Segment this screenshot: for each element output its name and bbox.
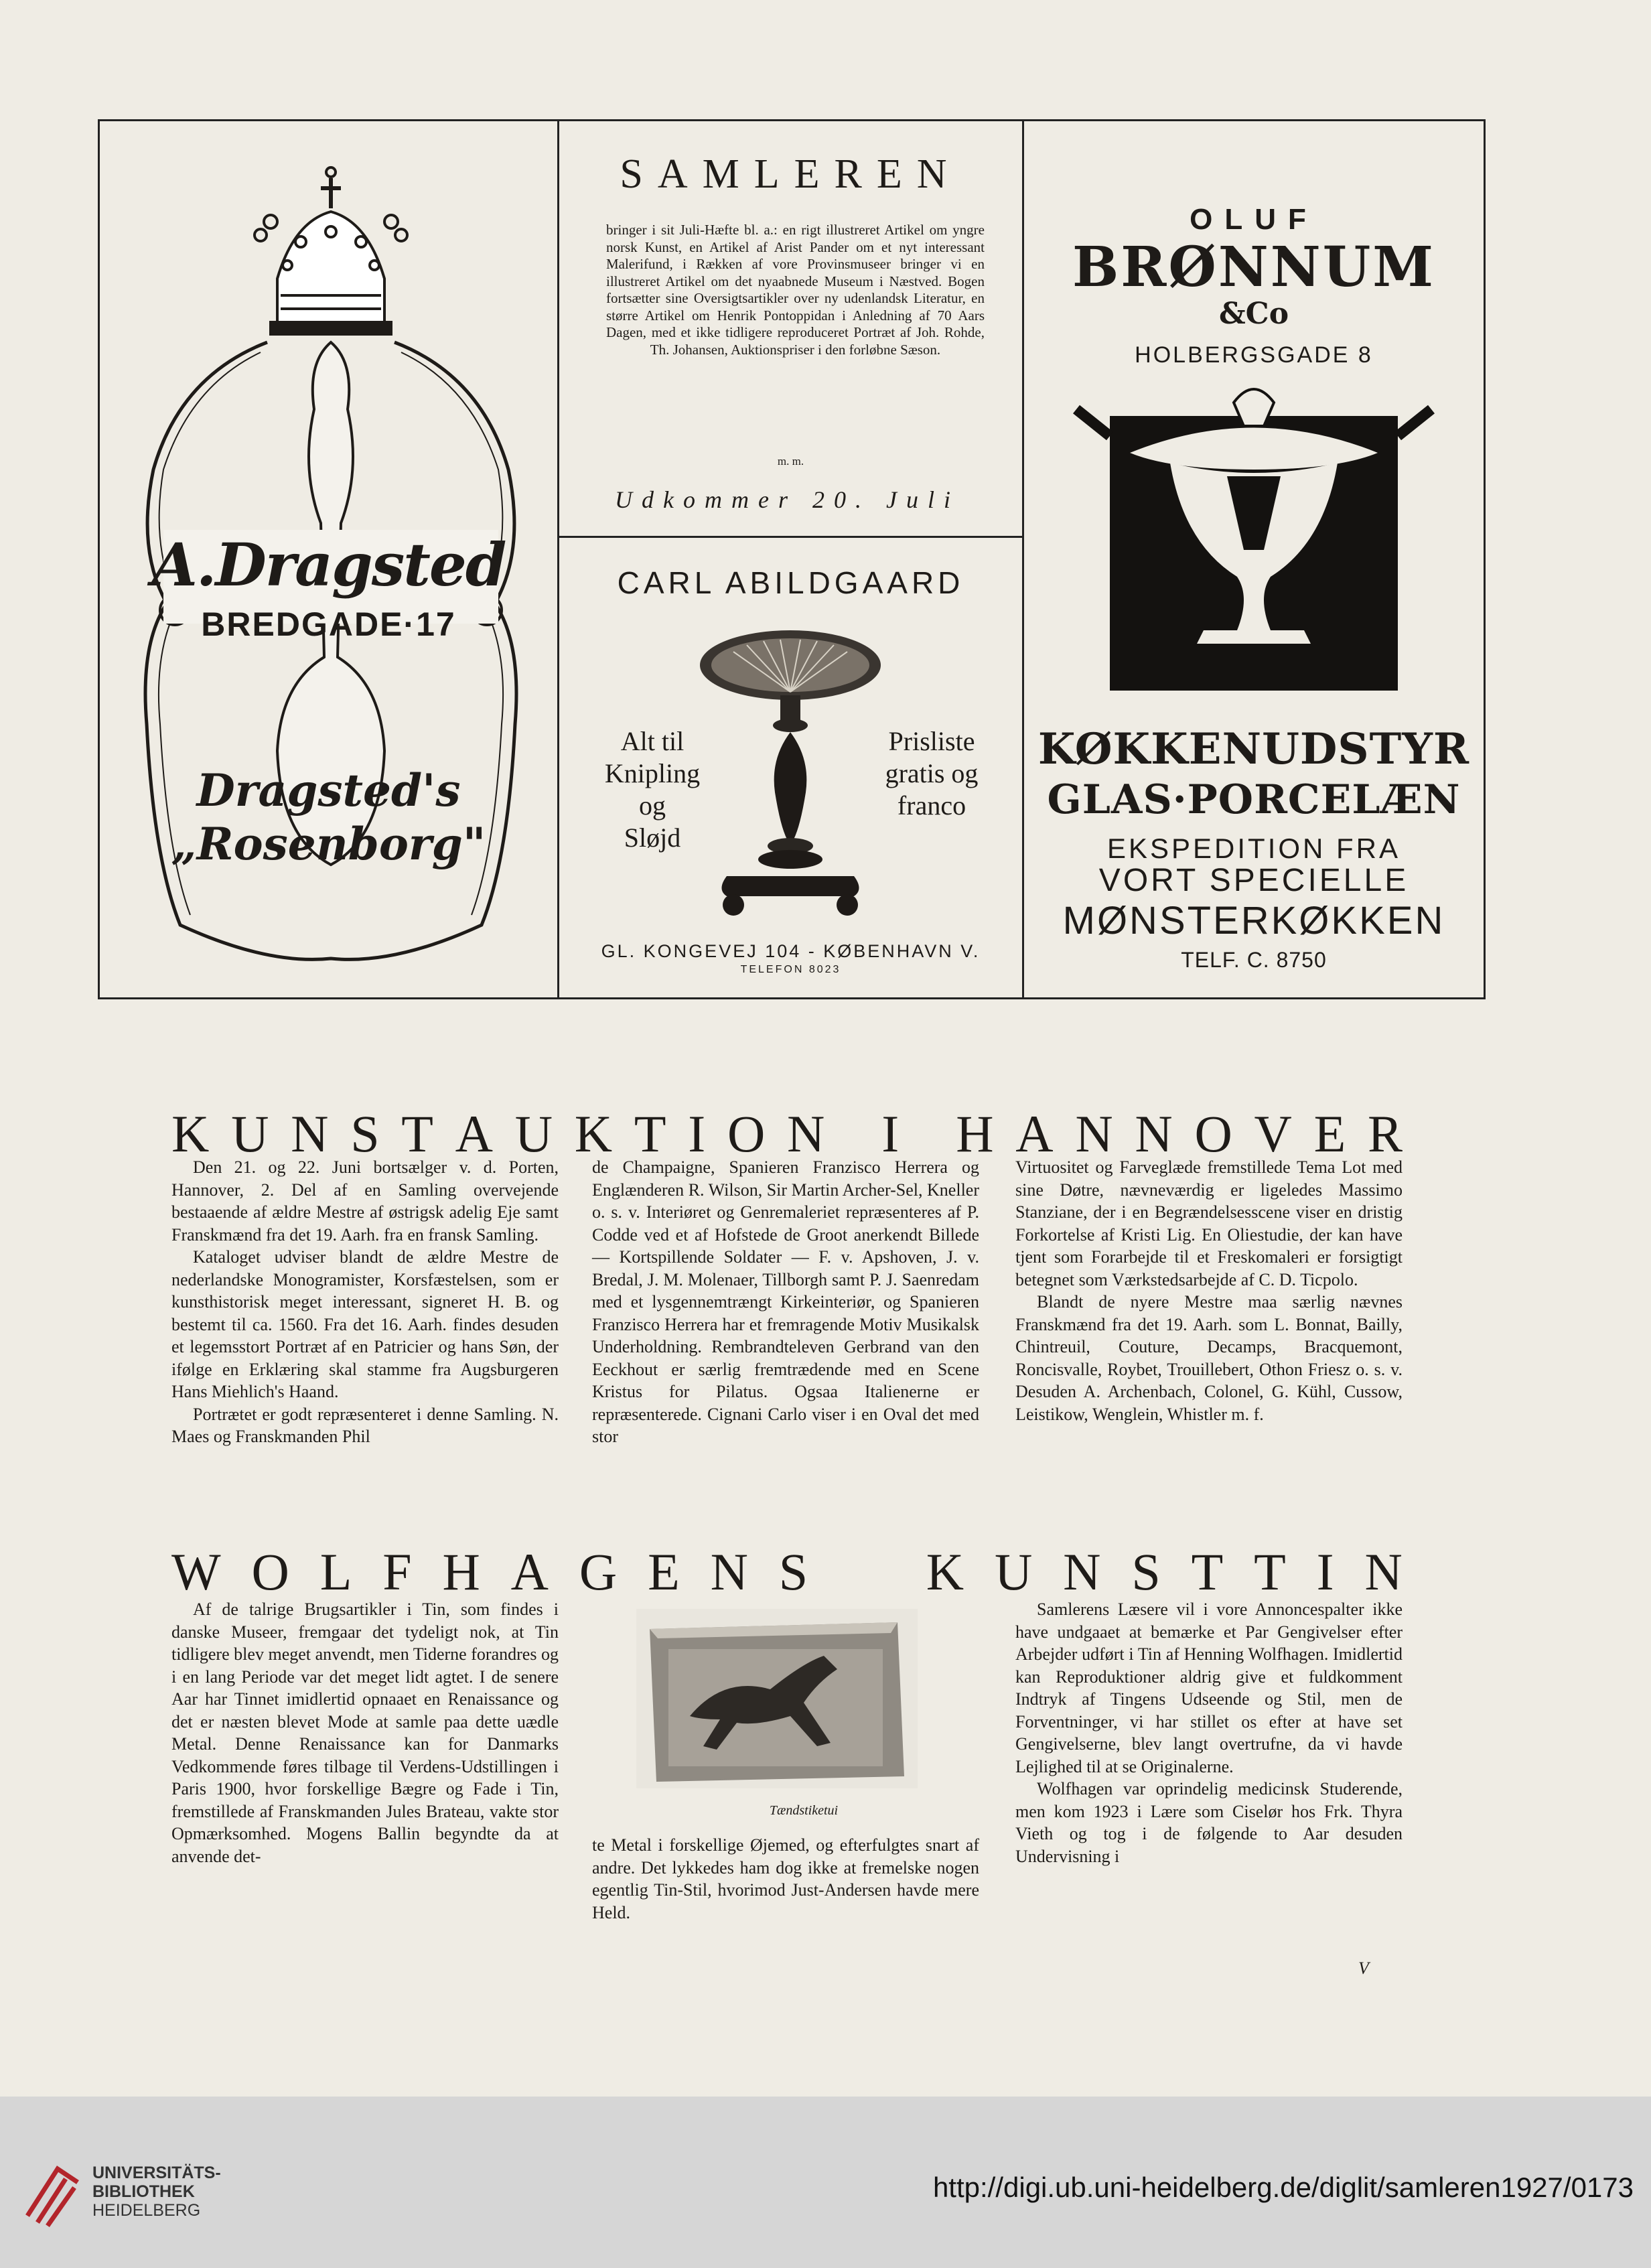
samleren-title: SAMLEREN	[620, 151, 962, 197]
title-letter: A	[455, 1105, 494, 1163]
article1-title	[171, 1105, 1403, 1163]
title-letter: O	[727, 1105, 766, 1163]
title-letter: N	[291, 1105, 329, 1163]
abildgaard-address: GL. KONGEVEJ 104 - KØBENHAVN V.	[601, 941, 981, 961]
dragsted-name: A.Dragsted	[151, 530, 506, 599]
paragraph: te Metal i forskellige Øjemed, og efterfulgtes snart af andre. Det lykkedes ham dog ikke at fremelske nogen egentlig Tin-Stil, hvorimod Just-Andersen havde mere Held.	[592, 1835, 979, 1922]
title-letter: S	[778, 1543, 808, 1601]
bronnum-line1: OLUF	[1190, 203, 1318, 236]
library-name-line: UNIVERSITÄTS-	[92, 2164, 221, 2182]
advertisement-grid	[98, 119, 1486, 999]
title-letter: I	[688, 1105, 706, 1163]
left-text-line: Knipling og	[604, 758, 701, 821]
title-letter	[921, 1108, 934, 1160]
photo-caption: Tændstiketui	[769, 1803, 839, 1818]
title-letter: T	[634, 1105, 666, 1163]
tureen-icon	[1070, 376, 1438, 704]
ad-samleren	[559, 121, 1024, 538]
title-letter: F	[382, 1543, 412, 1601]
paragraph: Samlerens Læsere vil i vore Annoncespalter ikke have undgaaet at bemærke et Par Gengivelser efter Arbejder udført i Tin af Henning Wolfhagen. Imidlertid kan Reproduktioner aldrig give et fuldkomment Indtryk af Tingens Udseende og Stil, men de Forventninger, vi har stillet os efter at have set Gengivelserne, blev langt overtrufne, da vi havde Lejlighed til at se Originalerne.	[1015, 1600, 1403, 1776]
source-url-link[interactable]: http://digi.ub.uni-heidelberg.de/diglit/samleren1927/0173	[932, 2172, 1634, 2203]
title-letter: T	[1254, 1543, 1286, 1601]
title-letter: U	[994, 1543, 1033, 1601]
crown-icon	[255, 167, 407, 334]
ad-bronnum	[1024, 121, 1484, 997]
title-letter: A	[510, 1543, 549, 1601]
digitization-footer	[0, 2097, 1651, 2268]
samleren-release-date: Udkommer 20. Juli	[615, 486, 960, 513]
samleren-mm: m. m.	[777, 455, 804, 468]
university-library-logo-icon	[17, 2155, 84, 2229]
left-text-line: Sløjd	[624, 823, 681, 853]
bronnum-expedition3: MØNSTERKØKKEN	[1062, 899, 1445, 942]
title-letter: N	[1075, 1105, 1113, 1163]
title-letter: O	[251, 1543, 289, 1601]
title-letter: S	[1131, 1543, 1161, 1601]
title-letter: N	[1063, 1543, 1101, 1601]
paragraph: Kataloget udviser blandt de ældre Mestre de nederlandske Monogramister, Korsfæstelsen, som er kunsthistorisk meget interessant, signeret H. B. og bestemt til ca. 1560. Fra det 16. Aarh. findes desuden et legemsstort Portræt af en Patricier og hans Søn, der ifølge en Erklæring skal stamme fra Augsburgeren Hans Miehlich's Haand.	[171, 1247, 559, 1401]
title-letter: I	[1316, 1543, 1334, 1601]
title-letter: L	[319, 1543, 352, 1601]
title-letter: E	[648, 1543, 680, 1601]
dragsted-address: BREDGADE·17	[201, 606, 456, 643]
bronnum-line3: &Co	[1218, 297, 1289, 331]
match-case-photo	[636, 1609, 918, 1788]
abildgaard-right-text	[868, 725, 995, 822]
title-letter: O	[1194, 1105, 1232, 1163]
library-name-line: HEIDELBERG	[92, 2201, 201, 2220]
title-letter: I	[881, 1105, 900, 1163]
title-letter: K	[171, 1105, 210, 1163]
bronnum-expedition2: VORT SPECIELLE	[1098, 863, 1409, 898]
article1-column-2	[592, 1156, 979, 1448]
title-letter: G	[579, 1543, 618, 1601]
title-letter: N	[1135, 1105, 1173, 1163]
bronnum-phone: TELF. C. 8750	[1181, 948, 1327, 972]
title-letter	[839, 1546, 852, 1598]
title-letter: K	[926, 1543, 964, 1601]
right-text-line: Prisliste	[888, 726, 975, 756]
ad-abildgaard	[559, 538, 1024, 997]
title-letter: R	[1367, 1105, 1403, 1163]
article2-title	[171, 1543, 1403, 1601]
bronnum-address: HOLBERGSGADE 8	[1135, 342, 1373, 368]
title-letter: U	[231, 1105, 269, 1163]
page-number: V	[1358, 1959, 1369, 1978]
title-letter: E	[1313, 1105, 1346, 1163]
bronnum-goods2: GLAS·PORCELÆN	[1047, 776, 1461, 823]
title-letter: S	[350, 1105, 380, 1163]
paragraph: Af de talrige Brugsartikler i Tin, som findes i danske Museer, fremgaar det tydeligt nok, at Tin tidligere blev meget anvendt, men Tiderne forandres og i en lang Periode var det meget lidt agtet. I de senere Aar har Tinnet imidlertid opnaaet en Renaissance og det er næsten blevet Mode at samle paa dette uædle Metal. Denne Renaissance kan for Danmarks Vedkommende føres tilbage til Verdens-Udstillingen i Paris 1900, hvor forskellige Bægre og Fade i Tin, fremstillede af Franskmanden Jules Brateau, vakte stor Opmærksomhed. Mogens Ballin begyndte da at anvende det-	[171, 1600, 559, 1866]
right-text-line: gratis og	[885, 758, 979, 788]
title-letter: T	[1191, 1543, 1224, 1601]
paragraph: Blandt de nyere Mestre maa særlig nævnes Franskmænd fra det 19. Aarh. som L. Bonnat, Bailly, Chintreuil, Couture, Decamps, Bracquemont, Roncisvalle, Roybet, Trouillebert, Othon Friesz o. s. v. Desuden A. Archenbach, Colonel, G. Kühl, Cussow, Leistikow, Wenglein, Whistler m. f.	[1015, 1292, 1403, 1424]
article2-column-3	[1015, 1598, 1403, 1867]
samleren-body: bringer i sit Juli-Hæfte bl. a.: en rigt illustreret Artikel om yngre norsk Kunst, en Artikel af Arist Pander om et nyt interessant Malerifund, i Rækken af vore Provinsmuseer bringer vi en illustreret Artikel om det nyaabnede Museum i Næstved. Bogen fortsætter sine Oversigtsartikler over ny udenlandsk Literatur, en større Artikel om Henrik Pontoppidan i Anledning af 70 Aars Dagen, med et ikke tidligere reproduceret Portræt af Joh. Rohde, Th. Johansen, Auktionspriser i den forløbne Sæson.	[606, 222, 985, 358]
title-letter: K	[574, 1105, 613, 1163]
left-text-line: Alt til	[620, 726, 685, 756]
dragsted-product-line2: „Rosenborg"	[171, 818, 486, 870]
bronnum-goods1: KØKKENUDSTYR	[1037, 724, 1470, 774]
bronnum-line2: BRØNNUM	[1072, 235, 1436, 299]
right-text-line: franco	[897, 790, 966, 821]
abildgaard-title: CARL ABILDGAARD	[617, 565, 964, 600]
lamp-icon	[693, 625, 887, 920]
title-letter: A	[1015, 1105, 1054, 1163]
title-letter: H	[442, 1543, 480, 1601]
paragraph: Portrætet er godt repræsenteret i denne Samling. N. Maes og Franskmanden Phil	[171, 1404, 559, 1446]
ad-dragsted	[100, 121, 559, 997]
paragraph: Den 21. og 22. Juni bortsælger v. d. Porten, Hannover, 2. Del af en Samling overvejende bestaaende af ældre Mestre af østrigsk adelig Eje samt Franskmænd fra det 19. Aarh. fra en fransk Samling.	[171, 1157, 559, 1245]
paragraph: Wolfhagen var oprindelig medicinsk Studerende, men kom 1923 i Lære som Ciselør hos Frk. Thyra Vieth og tog i de følgende to Aar desuden Undervisning i	[1015, 1779, 1403, 1866]
abildgaard-left-text	[589, 725, 716, 854]
title-letter: U	[514, 1105, 553, 1163]
article2-column-2	[592, 1834, 979, 1924]
library-name	[92, 2164, 221, 2220]
dragsted-product-line1: Dragsted's	[196, 764, 461, 817]
paragraph: de Champaigne, Spanieren Franzisco Herrera og Englænderen R. Wilson, Sir Martin Archer-Sel, Kneller o. s. v. Interiøret og Genremaleriet repræsenteres af P. Codde ved et af Hofstede de Groot anerkendt Billede — Kortspillende Soldater — F. v. Apshoven, J. v. Bredal, J. M. Molenaer, Tillborgh samt P. J. Saenredam med et lysgennemtrængt Kirkeinteriør, og Spanieren Franzisco Herrera har et fremragende Motiv Musikalsk Underholdning. Rembrandteleven Gerbrand van den Eeckhout er særlig fremtrædende med en Scene Kristus for Pilatus. Ogsaa Italienerne er repræsenterede. Cignani Carlo viser i en Oval det med stor	[592, 1157, 979, 1446]
title-letter: V	[1254, 1105, 1292, 1163]
article1-column-3	[1015, 1156, 1403, 1425]
library-name-line: BIBLIOTHEK	[92, 2182, 195, 2201]
title-letter: W	[171, 1543, 221, 1601]
title-letter: H	[956, 1105, 994, 1163]
abildgaard-telephone: TELEFON 8023	[740, 964, 841, 975]
title-letter	[847, 1108, 860, 1160]
article1-column-1	[171, 1156, 559, 1448]
title-letter	[882, 1546, 895, 1598]
article2-column-1	[171, 1598, 559, 1867]
title-letter: N	[787, 1105, 825, 1163]
paragraph: Virtuositet og Farveglæde fremstillede Tema Lot med sine Døtre, nævneværdig er ligeledes Massimo Stanziane, der i en Begrændelsesscene viser en dristig Forkortelse af Kristi Lig. En Oliestudie, der kan have tjent som Forarbejde til et Freskomaleri er forsigtigt betegnet som Værkstedsarbejde af C. D. Ticpolo.	[1015, 1157, 1403, 1289]
title-letter: N	[710, 1543, 748, 1601]
bronnum-expedition1: EKSPEDITION FRA	[1106, 833, 1401, 864]
title-letter: T	[401, 1105, 433, 1163]
title-letter: N	[1364, 1543, 1403, 1601]
